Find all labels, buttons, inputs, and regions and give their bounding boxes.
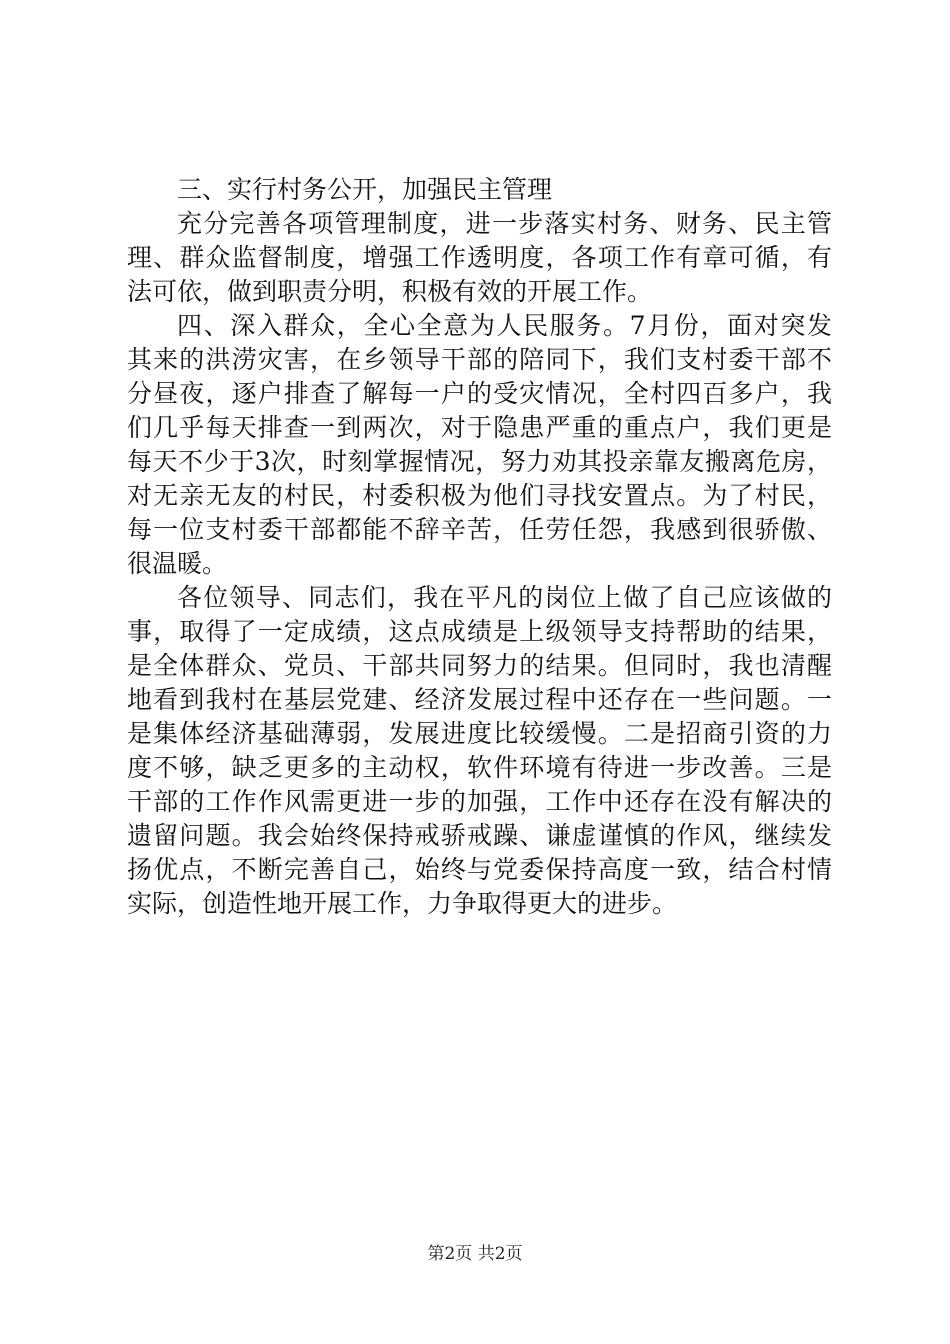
paragraph-line: 分昼夜，逐户排查了解每一户的受灾情况，全村四百多户，我: [127, 379, 832, 408]
paragraph-line: 度不够，缺乏更多的主动权，软件环境有待进一步改善。三是: [127, 753, 832, 782]
paragraph-line: 们几乎每天排查一到两次，对于隐患严重的重点户，我们更是: [127, 413, 832, 442]
paragraph-line: 法可依，做到职责分明，积极有效的开展工作。: [127, 277, 653, 306]
paragraph-line: 充分完善各项管理制度，进一步落实村务、财务、民主管: [177, 209, 832, 238]
paragraph-line: 很温暖。: [127, 549, 228, 578]
paragraph-line: 理、群众监督制度，增强工作透明度，各项工作有章可循，有: [127, 243, 832, 272]
section-heading-three: 三、实行村务公开，加强民主管理: [177, 175, 553, 204]
paragraph-line: 地看到我村在基层党建、经济发展过程中还存在一些问题。一: [127, 685, 832, 714]
paragraph-line: 是集体经济基础薄弱，发展进度比较缓慢。二是招商引资的力: [127, 719, 832, 748]
paragraph-line: 各位领导、同志们，我在平凡的岗位上做了自己应该做的: [177, 583, 832, 612]
paragraph-line: 每一位支村委干部都能不辞辛苦，任劳任怨，我感到很骄傲、: [127, 515, 832, 544]
paragraph-line: 其来的洪涝灾害，在乡领导干部的陪同下，我们支村委干部不: [127, 345, 832, 374]
page-number-footer: 第2页 共2页: [427, 1244, 523, 1264]
paragraph-line: 是全体群众、党员、干部共同努力的结果。但同时，我也清醒: [127, 651, 832, 680]
paragraph-line: 事，取得了一定成绩，这点成绩是上级领导支持帮助的结果，: [127, 617, 832, 646]
paragraph-line: 对无亲无友的村民，村委积极为他们寻找安置点。为了村民，: [127, 481, 832, 510]
paragraph-line: 遗留问题。我会始终保持戒骄戒躁、谦虚谨慎的作风，继续发: [127, 821, 832, 850]
paragraph-line: 每天不少于3次，时刻掌握情况，努力劝其投亲靠友搬离危房，: [127, 447, 832, 476]
paragraph-line: 实际，创造性地开展工作，力争取得更大的进步。: [127, 889, 678, 918]
paragraph-line: 干部的工作作风需更进一步的加强，工作中还存在没有解决的: [127, 787, 832, 816]
paragraph-line: 扬优点，不断完善自己，始终与党委保持高度一致，结合村情: [127, 855, 832, 884]
section-heading-four: 四、深入群众，全心全意为人民服务。7月份，面对突发: [177, 311, 832, 340]
